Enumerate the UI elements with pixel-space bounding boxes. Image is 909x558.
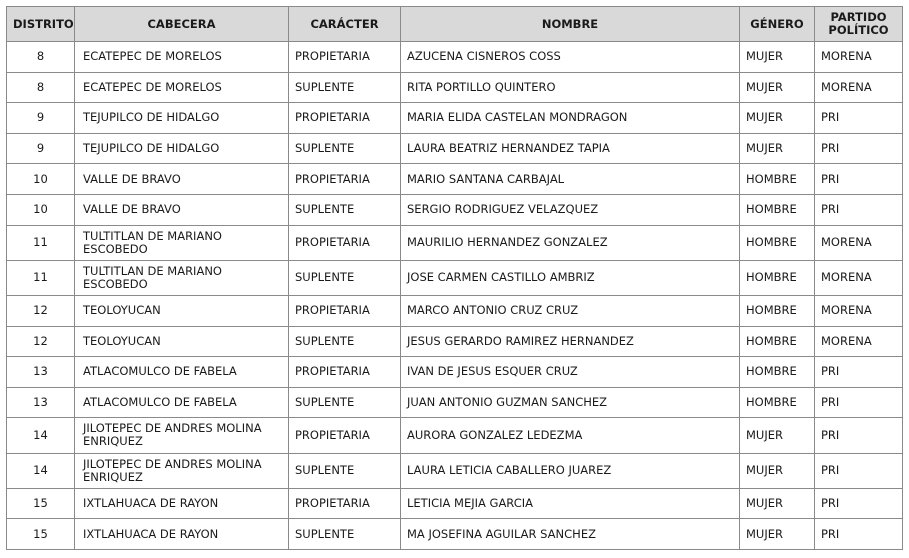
cell-cabecera: ATLACOMULCO DE FABELA — [75, 387, 289, 418]
cell-nombre: IVAN DE JESUS ESQUER CRUZ — [401, 357, 740, 388]
cell-cabecera: JILOTEPEC DE ANDRES MOLINA ENRIQUEZ — [75, 453, 289, 488]
cell-genero: MUJER — [740, 133, 815, 164]
cell-genero: HOMBRE — [740, 164, 815, 195]
cell-genero: MUJER — [740, 72, 815, 103]
header-genero: GÉNERO — [740, 7, 815, 42]
table-row — [7, 519, 903, 550]
cell-genero: HOMBRE — [740, 295, 815, 326]
cell-cabecera: VALLE DE BRAVO — [75, 164, 289, 195]
cell-distrito: 12 — [7, 326, 75, 357]
cell-partido: PRI — [815, 488, 903, 519]
cell-distrito: 12 — [7, 295, 75, 326]
cell-nombre: JUAN ANTONIO GUZMAN SANCHEZ — [401, 387, 740, 418]
cell-caracter: SUPLENTE — [289, 387, 401, 418]
cell-genero: HOMBRE — [740, 194, 815, 225]
cell-cabecera: TEJUPILCO DE HIDALGO — [75, 133, 289, 164]
cell-genero: HOMBRE — [740, 357, 815, 388]
cell-nombre: MA JOSEFINA AGUILAR SANCHEZ — [401, 519, 740, 550]
table-row — [7, 488, 903, 519]
cell-cabecera: TULTITLAN DE MARIANO ESCOBEDO — [75, 260, 289, 295]
table-row — [7, 387, 903, 418]
cell-nombre: LAURA BEATRIZ HERNANDEZ TAPIA — [401, 133, 740, 164]
cell-partido: MORENA — [815, 260, 903, 295]
cell-distrito: 11 — [7, 260, 75, 295]
cell-cabecera: ECATEPEC DE MORELOS — [75, 72, 289, 103]
cell-partido: MORENA — [815, 326, 903, 357]
candidates-table — [6, 6, 903, 550]
cell-partido: PRI — [815, 164, 903, 195]
cell-caracter: PROPIETARIA — [289, 357, 401, 388]
cell-partido: MORENA — [815, 42, 903, 73]
cell-genero: MUJER — [740, 418, 815, 453]
cell-distrito: 9 — [7, 133, 75, 164]
cell-partido: PRI — [815, 418, 903, 453]
table-row — [7, 103, 903, 134]
cell-genero: MUJER — [740, 453, 815, 488]
cell-partido: MORENA — [815, 225, 903, 260]
cell-cabecera: IXTLAHUACA DE RAYON — [75, 488, 289, 519]
cell-nombre: MAURILIO HERNANDEZ GONZALEZ — [401, 225, 740, 260]
cell-nombre: LETICIA MEJIA GARCIA — [401, 488, 740, 519]
cell-distrito: 13 — [7, 357, 75, 388]
cell-distrito: 9 — [7, 103, 75, 134]
cell-cabecera: VALLE DE BRAVO — [75, 194, 289, 225]
table-row — [7, 194, 903, 225]
cell-nombre: SERGIO RODRIGUEZ VELAZQUEZ — [401, 194, 740, 225]
header-partido: PARTIDO POLÍTICO — [815, 7, 903, 42]
cell-genero: HOMBRE — [740, 260, 815, 295]
cell-distrito: 13 — [7, 387, 75, 418]
cell-cabecera: TEJUPILCO DE HIDALGO — [75, 103, 289, 134]
cell-caracter: PROPIETARIA — [289, 103, 401, 134]
cell-caracter: PROPIETARIA — [289, 164, 401, 195]
cell-distrito: 14 — [7, 453, 75, 488]
table-row — [7, 42, 903, 73]
cell-nombre: LAURA LETICIA CABALLERO JUAREZ — [401, 453, 740, 488]
cell-partido: PRI — [815, 519, 903, 550]
table-row — [7, 326, 903, 357]
cell-genero: MUJER — [740, 519, 815, 550]
cell-cabecera: ATLACOMULCO DE FABELA — [75, 357, 289, 388]
table-row — [7, 225, 903, 260]
cell-genero: HOMBRE — [740, 326, 815, 357]
cell-genero: MUJER — [740, 42, 815, 73]
table-row — [7, 418, 903, 453]
table-row — [7, 72, 903, 103]
table-row — [7, 357, 903, 388]
cell-caracter: SUPLENTE — [289, 260, 401, 295]
cell-cabecera: ECATEPEC DE MORELOS — [75, 42, 289, 73]
cell-genero: HOMBRE — [740, 225, 815, 260]
cell-distrito: 8 — [7, 72, 75, 103]
cell-genero: HOMBRE — [740, 387, 815, 418]
cell-cabecera: TEOLOYUCAN — [75, 295, 289, 326]
table-row — [7, 295, 903, 326]
header-caracter: CARÁCTER — [289, 7, 401, 42]
cell-distrito: 10 — [7, 164, 75, 195]
cell-caracter: SUPLENTE — [289, 72, 401, 103]
cell-caracter: PROPIETARIA — [289, 42, 401, 73]
cell-nombre: JOSE CARMEN CASTILLO AMBRIZ — [401, 260, 740, 295]
cell-cabecera: TULTITLAN DE MARIANO ESCOBEDO — [75, 225, 289, 260]
cell-distrito: 11 — [7, 225, 75, 260]
table-row — [7, 133, 903, 164]
header-distrito: DISTRITO — [7, 7, 75, 42]
cell-cabecera: TEOLOYUCAN — [75, 326, 289, 357]
cell-nombre: MARCO ANTONIO CRUZ CRUZ — [401, 295, 740, 326]
cell-partido: PRI — [815, 103, 903, 134]
cell-distrito: 15 — [7, 519, 75, 550]
cell-caracter: PROPIETARIA — [289, 488, 401, 519]
cell-partido: PRI — [815, 133, 903, 164]
cell-distrito: 15 — [7, 488, 75, 519]
cell-nombre: AURORA GONZALEZ LEDEZMA — [401, 418, 740, 453]
cell-partido: PRI — [815, 453, 903, 488]
cell-caracter: SUPLENTE — [289, 453, 401, 488]
table-body — [7, 42, 903, 550]
cell-caracter: PROPIETARIA — [289, 295, 401, 326]
cell-nombre: AZUCENA CISNEROS COSS — [401, 42, 740, 73]
cell-nombre: RITA PORTILLO QUINTERO — [401, 72, 740, 103]
cell-partido: PRI — [815, 194, 903, 225]
cell-partido: MORENA — [815, 295, 903, 326]
cell-cabecera: IXTLAHUACA DE RAYON — [75, 519, 289, 550]
cell-caracter: PROPIETARIA — [289, 225, 401, 260]
cell-genero: MUJER — [740, 103, 815, 134]
table-row — [7, 453, 903, 488]
header-row — [7, 7, 903, 42]
cell-distrito: 10 — [7, 194, 75, 225]
cell-partido: PRI — [815, 357, 903, 388]
cell-nombre: JESUS GERARDO RAMIREZ HERNANDEZ — [401, 326, 740, 357]
cell-distrito: 14 — [7, 418, 75, 453]
cell-caracter: SUPLENTE — [289, 133, 401, 164]
cell-nombre: MARIO SANTANA CARBAJAL — [401, 164, 740, 195]
cell-caracter: PROPIETARIA — [289, 418, 401, 453]
cell-caracter: SUPLENTE — [289, 326, 401, 357]
table-header — [7, 7, 903, 42]
cell-caracter: SUPLENTE — [289, 194, 401, 225]
cell-partido: MORENA — [815, 72, 903, 103]
table-row — [7, 164, 903, 195]
cell-nombre: MARIA ELIDA CASTELAN MONDRAGON — [401, 103, 740, 134]
cell-genero: MUJER — [740, 488, 815, 519]
header-cabecera: CABECERA — [75, 7, 289, 42]
cell-caracter: SUPLENTE — [289, 519, 401, 550]
cell-partido: PRI — [815, 387, 903, 418]
header-nombre: NOMBRE — [401, 7, 740, 42]
cell-cabecera: JILOTEPEC DE ANDRES MOLINA ENRIQUEZ — [75, 418, 289, 453]
cell-distrito: 8 — [7, 42, 75, 73]
table-row — [7, 260, 903, 295]
